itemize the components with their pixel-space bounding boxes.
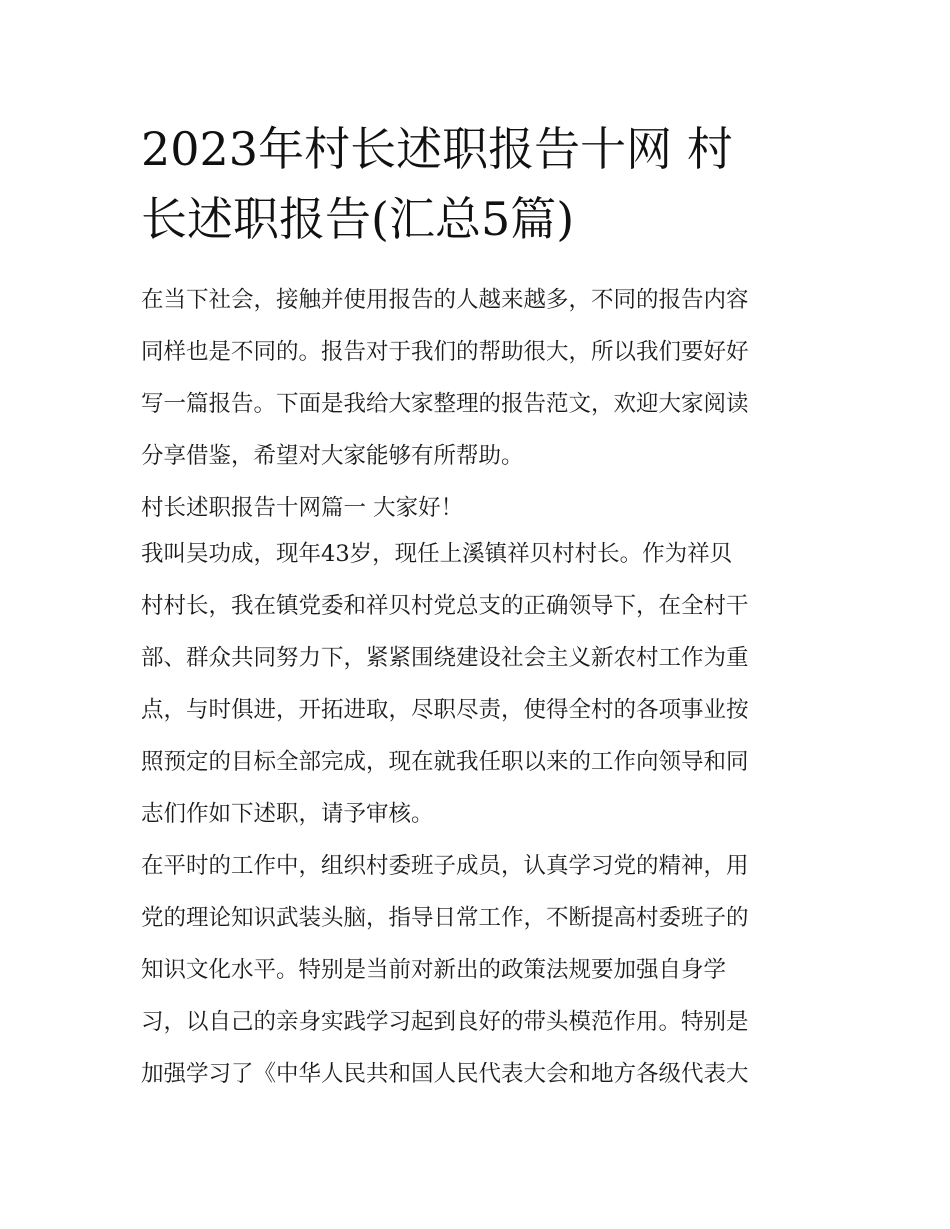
text-line: 党的理论知识武装头脑，指导日常工作，不断提高村委班子的: [141, 905, 749, 931]
text-line: 在当下社会，接触并使用报告的人越来越多，不同的报告内容: [141, 287, 749, 313]
text-line: 志们作如下述职，请予审核。: [141, 801, 434, 827]
paragraph-intro: [141, 279, 821, 487]
text-line: 部、群众共同努力下，紧紧围绕建设社会主义新农村工作为重: [141, 645, 749, 671]
text-line: 写一篇报告。下面是我给大家整理的报告范文，欢迎大家阅读: [141, 391, 749, 417]
document-title: [141, 114, 821, 254]
text-line: 我叫吴功成，现年43岁，现任上溪镇祥贝村村长。作为祥贝: [141, 541, 733, 567]
text-line: 照预定的目标全部完成，现在就我任职以来的工作向领导和同: [141, 749, 749, 775]
document-body: [141, 279, 821, 1105]
text-line: 点，与时俱进，开拓进取，尽职尽责，使得全村的各项事业按: [141, 697, 749, 723]
text-line: 加强学习了《中华人民共和国人民代表大会和地方各级代表大: [141, 1061, 749, 1087]
text-line: 分享借鉴，希望对大家能够有所帮助。: [141, 443, 524, 469]
paragraph-greeting: [141, 487, 821, 533]
paragraph-study: [141, 845, 821, 1105]
text-line: 同样也是不同的。报告对于我们的帮助很大，所以我们要好好: [141, 339, 749, 365]
title-line: 长述职报告(汇总5篇): [141, 192, 575, 246]
text-line: 在平时的工作中，组织村委班子成员，认真学习党的精神，用: [141, 853, 749, 879]
paragraph-introduction: [141, 533, 821, 845]
text-line: 村长述职报告十网篇一 大家好！: [141, 495, 464, 521]
title-line: 2023年村长述职报告十网 村: [141, 122, 733, 176]
text-line: 知识文化水平。特别是当前对新出的政策法规要加强自身学: [141, 957, 727, 983]
text-line: 村村长，我在镇党委和祥贝村党总支的正确领导下，在全村干: [141, 593, 749, 619]
text-line: 习，以自己的亲身实践学习起到良好的带头模范作用。特别是: [141, 1009, 749, 1035]
